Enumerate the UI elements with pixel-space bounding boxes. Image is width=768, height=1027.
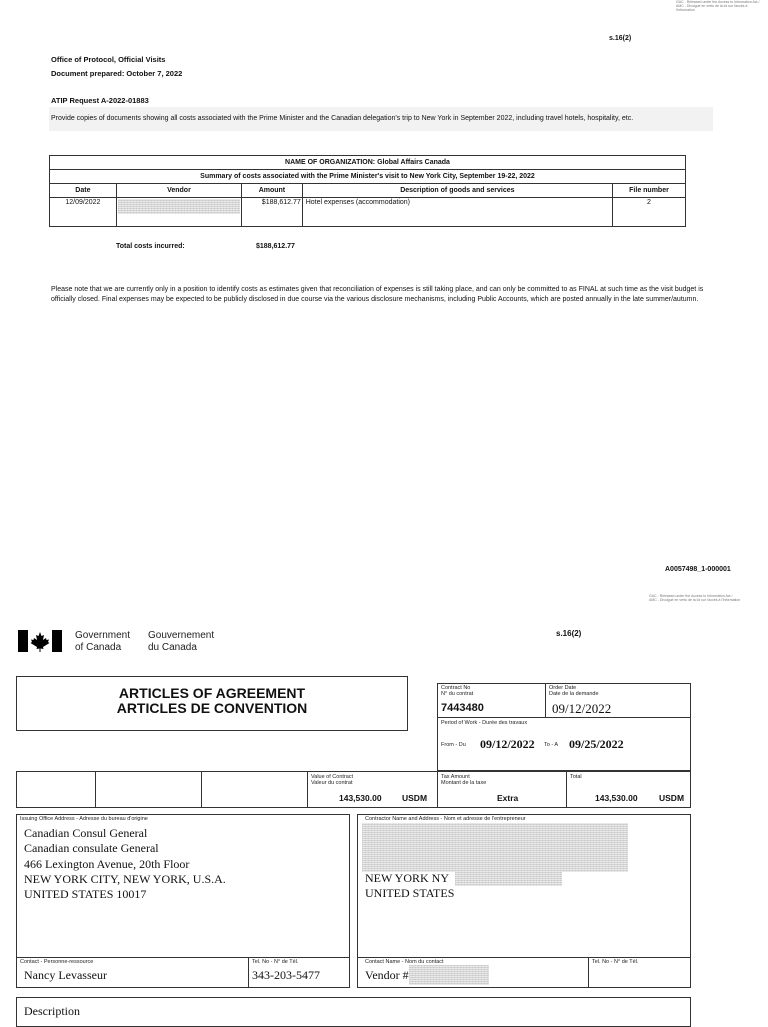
divider [437,771,438,808]
contractor-address [365,871,454,902]
contract-no-label [441,685,473,697]
release-notice-line: AMC - Divulgué en vertu de la loi sur l'accès à l'information [649,598,741,602]
header-amount: Amount [242,184,303,198]
label-line: Contract No [441,685,471,691]
redaction [362,823,628,872]
divider [588,957,589,988]
redaction [455,872,562,886]
total-value: $188,612.77 [256,243,295,250]
value-label [311,774,353,786]
description-box [16,997,691,1027]
to-label: To - A [544,742,559,748]
address-line: NEW YORK CITY, NEW YORK, U.S.A. [24,871,226,886]
row-date: 12/09/2022 [50,198,117,227]
row-vendor [116,198,241,227]
gov-en-line: of Canada [75,642,122,653]
address-line: UNITED STATES [365,886,455,901]
release-notice [649,594,767,602]
tax-amount: Extra [497,793,519,803]
contract-value: 143,530.00 [339,793,382,803]
address-line: Canadian Consul General [24,826,148,840]
request-text-box [49,107,713,131]
row-amount: $188,612.77 [242,198,303,227]
contact-tel: 343-203-5477 [252,968,320,982]
vendor-contact: Vendor # [365,968,409,982]
release-notice-line: AMC - Divulgué en vertu de la loi sur l'accès à l'information [676,4,748,12]
gov-wordmark-en [75,630,130,654]
issuing-address [24,826,226,902]
address-line: 466 Lexington Avenue, 20th Floor [24,856,190,871]
divider [201,771,202,808]
total-value: 143,530.00 [595,793,638,803]
label-line: Order Date [549,685,577,691]
tel-label-2: Tel. No - N° de Tél. [592,959,639,965]
label-line: Tax Amount [441,774,470,780]
issuing-label: Issuing Office Address - Adresse du bureau d'origine [20,816,148,822]
label-line: Value of Contract [311,774,354,780]
atip-request: ATIP Request A-2022-01883 [51,96,149,105]
org-title: NAME OF ORGANIZATION: Global Affairs Canada [50,156,686,170]
table-row [50,198,686,227]
prepared-date: Document prepared: October 7, 2022 [51,69,183,78]
label-line: Montant de la taxe [441,780,487,786]
divider [357,957,691,958]
office-name: Office of Protocol, Official Visits [51,55,166,64]
contract-number: 7443480 [441,702,484,714]
divider [545,683,546,717]
contact-name-label: Contact Name - Nom du contact [365,959,444,965]
title-fr: ARTICLES DE CONVENTION [116,700,308,716]
period-label: Period of Work - Durée des travaux [441,720,528,726]
divider [307,771,308,808]
contract-currency: USDM [402,793,428,803]
address-line: Canadian consulate General [24,841,159,856]
divider [248,957,249,988]
request-text: Provide copies of documents showing all costs associated with the Prime Minister and the Canadian delegation's trip to New York in September 2022, including travel hotels, hospitality, etc. [51,115,634,122]
disclosure-note: Please note that we are currently only in a position to identify costs as estimates given that reconciliation of expenses is still taking place, and can only be committed to as FINAL at such time as the visit budget is officially closed. Final expenses may be expected to be publicly disclosed in due course via the various disclosure mechanisms, including Public Accounts, which are posted annually in the late summer/autumn. [51,286,704,303]
canada-flag-icon [18,630,62,652]
total-currency: USDM [659,793,685,803]
document-id: A0057498_1-000001 [665,566,731,573]
to-date: 09/25/2022 [569,737,624,751]
divider [437,717,691,718]
redaction [409,965,489,985]
label-line: Valeur du contrat [311,780,353,786]
release-notice-line: GAC - Released under the Access to Information Act / [676,0,760,4]
order-date: 09/12/2022 [552,701,612,716]
total-label: Total costs incurred: [116,243,185,250]
label-line: Date de la demande [549,691,599,697]
from-label: From - Du [441,742,466,748]
header-vendor: Vendor [116,184,241,198]
gov-wordmark-fr [148,630,214,654]
description-label: Description [24,1004,80,1018]
header-file: File number [613,184,686,198]
row-file: 2 [613,198,686,227]
header-date: Date [50,184,117,198]
tel-label: Tel. No - N° de Tél. [252,959,299,965]
row-description: Hotel expenses (accommodation) [302,198,612,227]
address-line: NEW YORK NY [365,871,449,885]
total-label: Total [570,774,582,780]
release-notice-line: GAC - Released under the Access to Information Act / [649,594,733,598]
contact-label: Contact - Personne-ressource [20,959,94,965]
gov-fr-line: Gouvernement [148,630,215,641]
header-description: Description of goods and services [302,184,612,198]
exemption-code: s.16(2) [556,629,582,638]
cost-summary-table [49,155,686,227]
exemption-code: s.16(2) [609,35,632,42]
from-date: 09/12/2022 [480,737,535,751]
divider [566,771,567,808]
label-line: N° du contrat [441,691,474,697]
title-box [16,676,408,731]
divider [16,957,350,958]
divider [95,771,96,808]
summary-title: Summary of costs associated with the Prime Minister's visit to New York City, September 19-22, 2022 [50,170,686,184]
title-en: ARTICLES OF AGREEMENT [118,685,306,701]
address-line: UNITED STATES 10017 [24,887,147,902]
tax-label [441,774,486,786]
gov-fr-line: du Canada [148,642,197,653]
order-date-label [549,685,599,697]
gov-en-line: Government [75,630,131,641]
redaction [118,199,240,214]
contact-name: Nancy Levasseur [24,968,107,982]
contractor-label: Contractor Name and Address - Nom et adresse de l'entrepreneur [365,816,526,822]
release-notice [676,0,766,12]
